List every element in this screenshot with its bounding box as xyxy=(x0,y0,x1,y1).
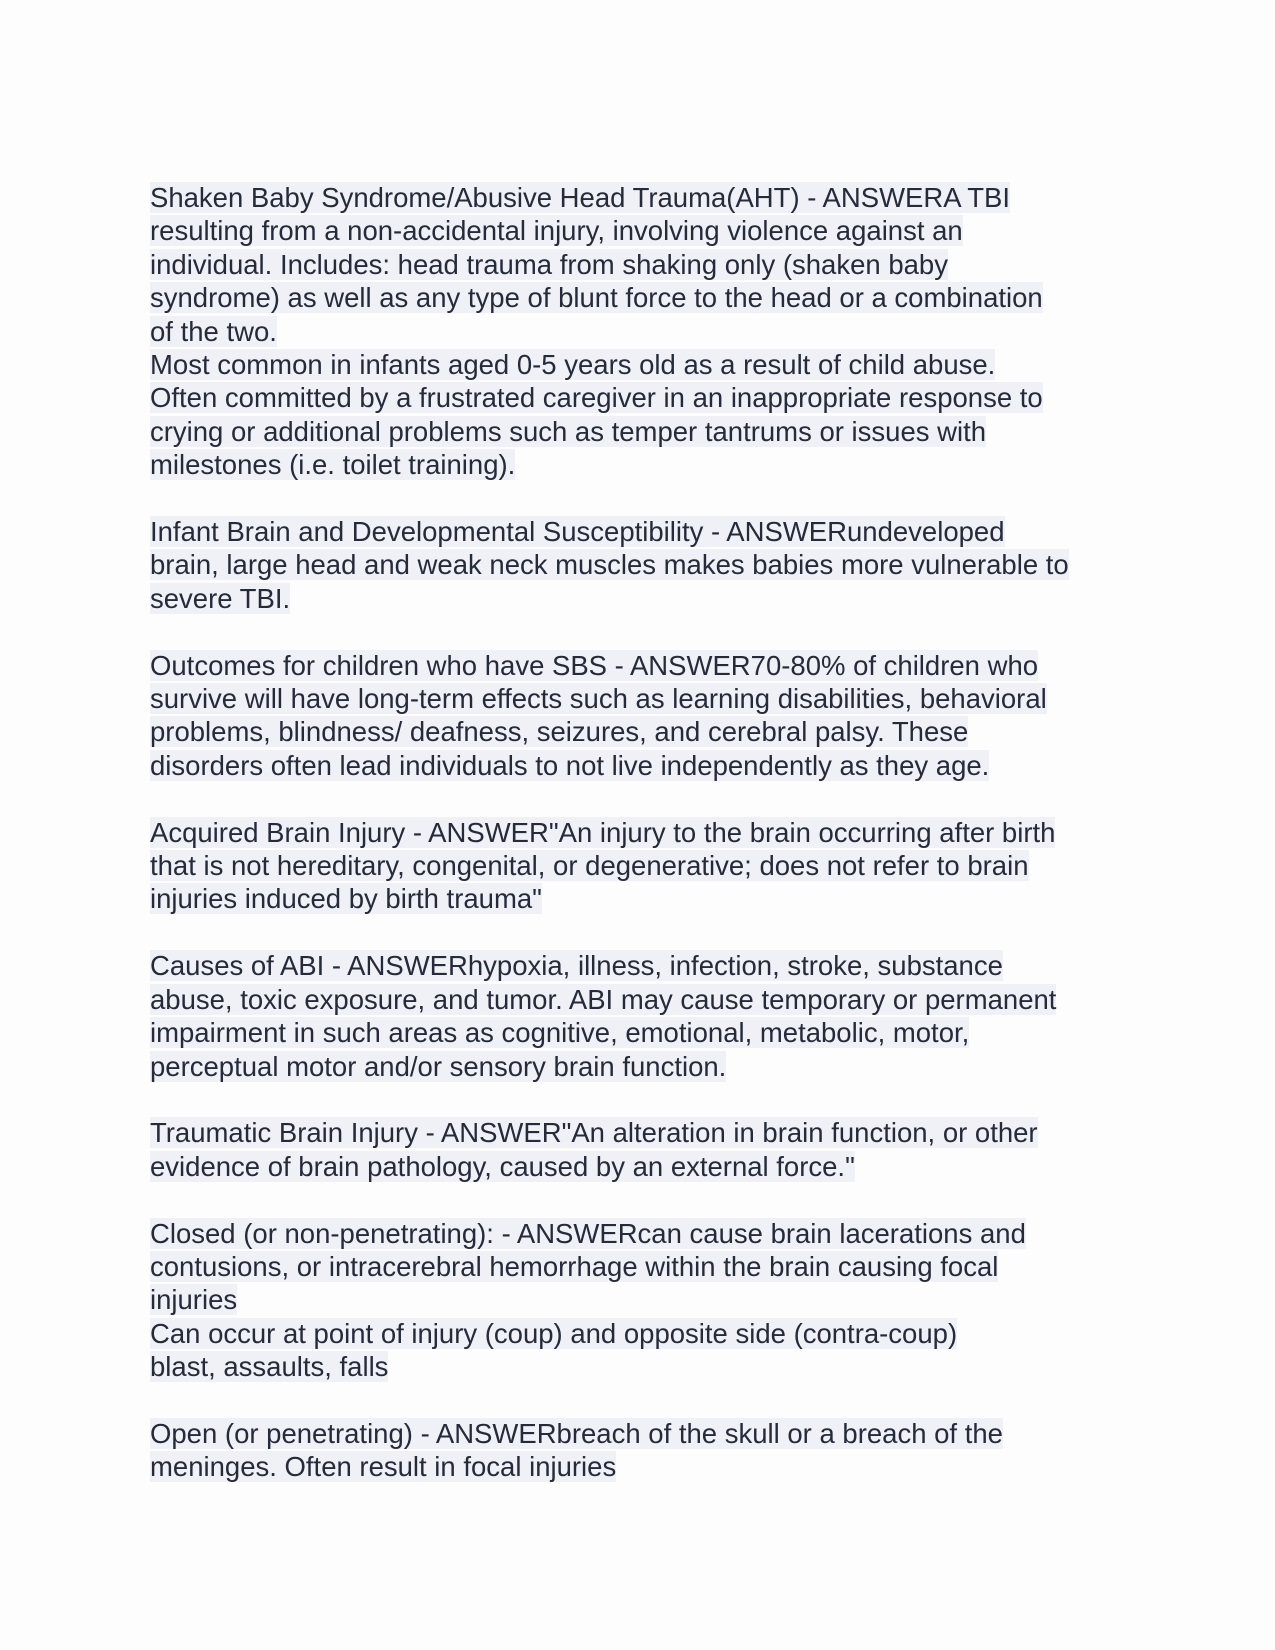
entry-line: syndrome) as well as any type of blunt force to the head or a combination xyxy=(150,282,1043,314)
entry-line: Infant Brain and Developmental Susceptibility - ANSWERundeveloped xyxy=(150,516,1005,548)
entry-outcomes-sbs xyxy=(150,649,1140,783)
entry-line: Can occur at point of injury (coup) and opposite side (contra-coup) xyxy=(150,1317,958,1349)
entry-line: brain, large head and weak neck muscles makes babies more vulnerable to xyxy=(150,549,1069,581)
entry-closed-injury xyxy=(150,1217,1140,1384)
entry-line: Closed (or non-penetrating): - ANSWERcan cause brain lacerations and xyxy=(150,1217,1026,1249)
entry-line: Outcomes for children who have SBS - ANSWER70-80% of children who xyxy=(150,649,1039,681)
flashcard-list xyxy=(150,181,1140,1517)
entry-line: contusions, or intracerebral hemorrhage within the brain causing focal xyxy=(150,1250,999,1282)
entry-line: Causes of ABI - ANSWERhypoxia, illness, infection, stroke, substance xyxy=(150,950,1003,982)
entry-acquired-brain-injury xyxy=(150,816,1140,916)
entry-line: Acquired Brain Injury - ANSWER"An injury to the brain occurring after birth xyxy=(150,816,1056,848)
entry-line: injuries induced by birth trauma" xyxy=(150,883,542,915)
entry-line: milestones (i.e. toilet training). xyxy=(150,449,516,481)
entry-line: disorders often lead individuals to not live independently as they age. xyxy=(150,749,990,781)
entry-line: crying or additional problems such as temper tantrums or issues with xyxy=(150,415,987,447)
entry-line: Shaken Baby Syndrome/Abusive Head Trauma(AHT) - ANSWERA TBI xyxy=(150,182,1010,213)
entry-line: meninges. Often result in focal injuries xyxy=(150,1451,617,1483)
entry-line: injuries xyxy=(150,1284,238,1316)
entry-line: Often committed by a frustrated caregiver in an inappropriate response to xyxy=(150,382,1043,414)
entry-line: of the two. xyxy=(150,315,277,347)
entry-line: impairment in such areas as cognitive, emotional, metabolic, motor, xyxy=(150,1017,970,1049)
entry-line: abuse, toxic exposure, and tumor. ABI may cause temporary or permanent xyxy=(150,983,1057,1015)
entry-shaken-baby-syndrome xyxy=(150,181,1140,482)
entry-open-injury xyxy=(150,1417,1140,1484)
entry-infant-brain-susceptibility xyxy=(150,515,1140,615)
entry-line: that is not hereditary, congenital, or degenerative; does not refer to brain xyxy=(150,850,1029,882)
entry-line: perceptual motor and/or sensory brain function. xyxy=(150,1050,727,1082)
entry-causes-of-abi xyxy=(150,949,1140,1083)
entry-line: evidence of brain pathology, caused by an external force." xyxy=(150,1150,855,1182)
entry-line: survive will have long-term effects such as learning disabilities, behavioral xyxy=(150,683,1047,715)
entry-line: Traumatic Brain Injury - ANSWER"An alteration in brain function, or other xyxy=(150,1117,1038,1149)
entry-line: Open (or penetrating) - ANSWERbreach of the skull or a breach of the xyxy=(150,1417,1003,1449)
entry-line: individual. Includes: head trauma from shaking only (shaken baby xyxy=(150,248,948,280)
entry-traumatic-brain-injury xyxy=(150,1116,1140,1183)
entry-line: blast, assaults, falls xyxy=(150,1351,389,1383)
entry-line: Most common in infants aged 0-5 years old as a result of child abuse. xyxy=(150,349,996,381)
entry-line: severe TBI. xyxy=(150,582,291,614)
entry-line: problems, blindness/ deafness, seizures, and cerebral palsy. These xyxy=(150,716,969,748)
entry-line: resulting from a non-accidental injury, involving violence against an xyxy=(150,215,963,247)
